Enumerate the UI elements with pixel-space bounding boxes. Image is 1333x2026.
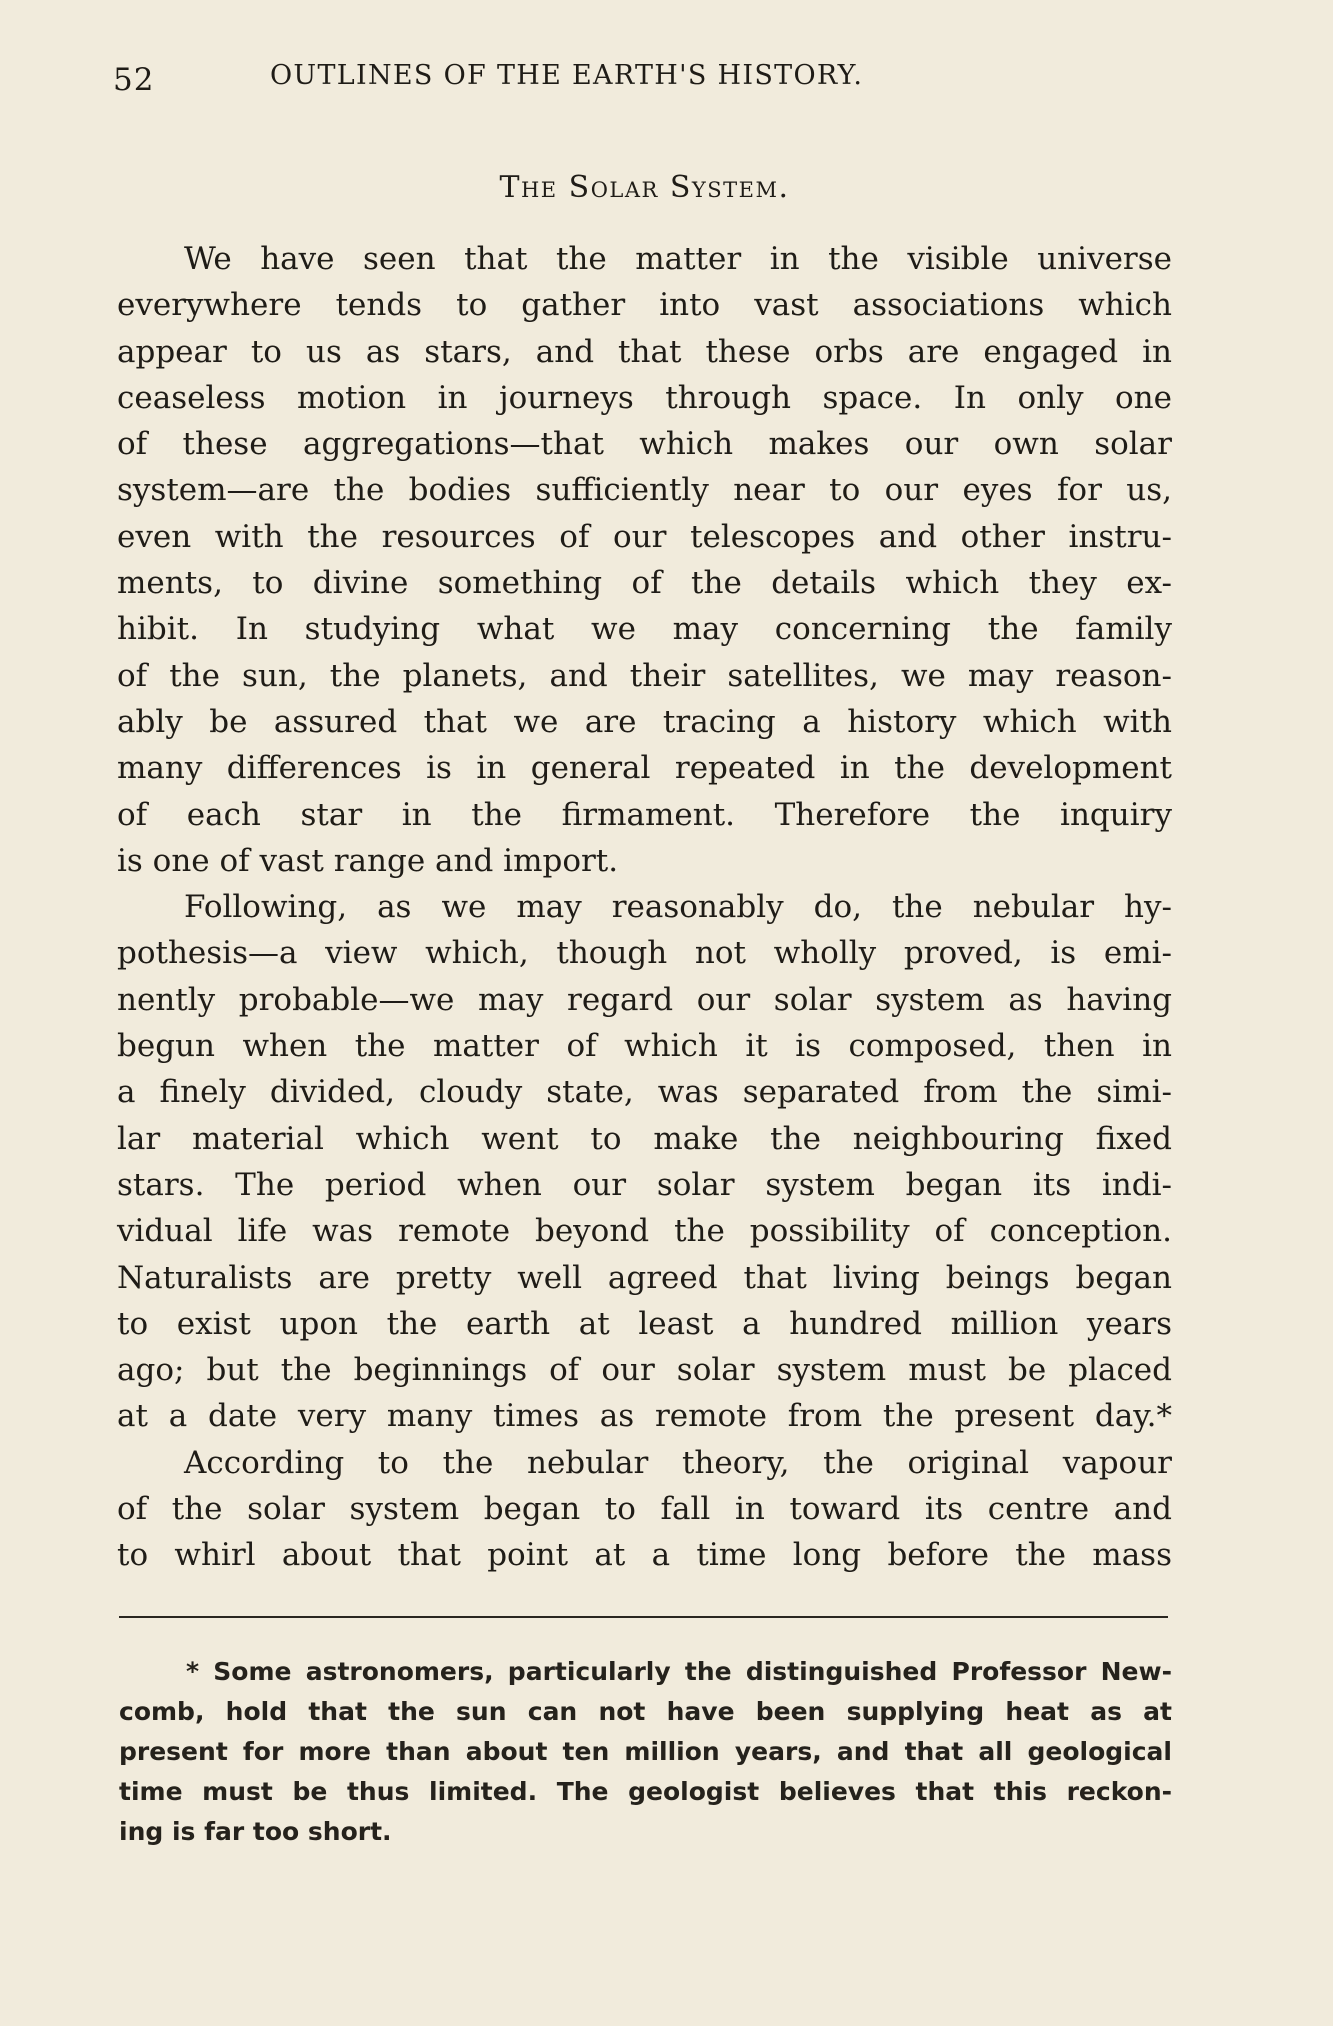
body-line: of the sun, the planets, and their satellites, we may reason-: [117, 657, 1172, 694]
body-text: [117, 236, 1172, 1579]
body-line: stars. The period when our solar system began its indi-: [117, 1166, 1172, 1203]
body-line: to whirl about that point at a time long before the mass: [117, 1537, 1172, 1574]
section-heading: The Solar System.: [499, 170, 790, 205]
page-number: 52: [113, 62, 155, 98]
body-line: begun when the matter of which it is composed, then in: [117, 1028, 1172, 1065]
footnote-line: * Some astronomers, particularly the distinguished Professor New-: [186, 1657, 1172, 1686]
body-line: We have seen that the matter in the visible universe: [184, 241, 1172, 277]
footnote-line: ing is far too short.: [119, 1817, 392, 1846]
body-line: According to the nebular theory, the original vapour: [184, 1444, 1172, 1481]
body-line: ably be assured that we are tracing a history which with: [117, 703, 1172, 740]
body-line: of the solar system began to fall in toward its centre and: [117, 1491, 1172, 1528]
body-line: a finely divided, cloudy state, was separated from the simi-: [117, 1074, 1172, 1111]
body-line: system—are the bodies sufficiently near to our eyes for us,: [117, 472, 1172, 509]
body-line: even with the resources of our telescopes and other instru-: [117, 518, 1172, 555]
body-line: ago; but the beginnings of our solar system must be placed: [117, 1352, 1172, 1389]
body-line: is one of vast range and import.: [117, 842, 619, 879]
body-line: of these aggregations—that which makes our own solar: [117, 426, 1172, 463]
body-line: vidual life was remote beyond the possibility of conception.: [117, 1213, 1172, 1250]
body-line: Following, as we may reasonably do, the nebular hy-: [184, 889, 1172, 926]
body-line: at a date very many times as remote from the present day.*: [117, 1398, 1172, 1435]
body-line: ceaseless motion in journeys through space. In only one: [117, 379, 1172, 416]
body-line: ments, to divine something of the details which they ex-: [117, 565, 1172, 602]
body-line: many differences is in general repeated in the development: [117, 750, 1172, 787]
body-line: Naturalists are pretty well agreed that living beings began: [117, 1259, 1172, 1296]
footnote: [119, 1652, 1172, 1852]
footnote-line: comb, hold that the sun can not have been supplying heat as at: [119, 1697, 1172, 1726]
body-line: lar material which went to make the neighbouring fixed: [117, 1120, 1172, 1157]
body-line: appear to us as stars, and that these orbs are engaged in: [117, 333, 1172, 370]
body-line: nently probable—we may regard our solar system as having: [117, 981, 1172, 1018]
body-line: pothesis—a view which, though not wholly proved, is emi-: [117, 935, 1172, 972]
footnote-divider: [119, 1616, 1168, 1618]
running-head: [113, 54, 1008, 104]
body-line: to exist upon the earth at least a hundred million years: [117, 1305, 1172, 1342]
body-line: everywhere tends to gather into vast associations which: [117, 287, 1172, 324]
footnote-line: present for more than about ten million years, and that all geological: [119, 1737, 1172, 1766]
running-title: OUTLINES OF THE EARTH'S HISTORY.: [270, 60, 864, 91]
footnote-line: time must be thus limited. The geologist believes that this reckon-: [119, 1777, 1172, 1806]
body-line: of each star in the firmament. Therefore the inquiry: [117, 796, 1172, 833]
body-line: hibit. In studying what we may concerning the family: [117, 611, 1172, 648]
